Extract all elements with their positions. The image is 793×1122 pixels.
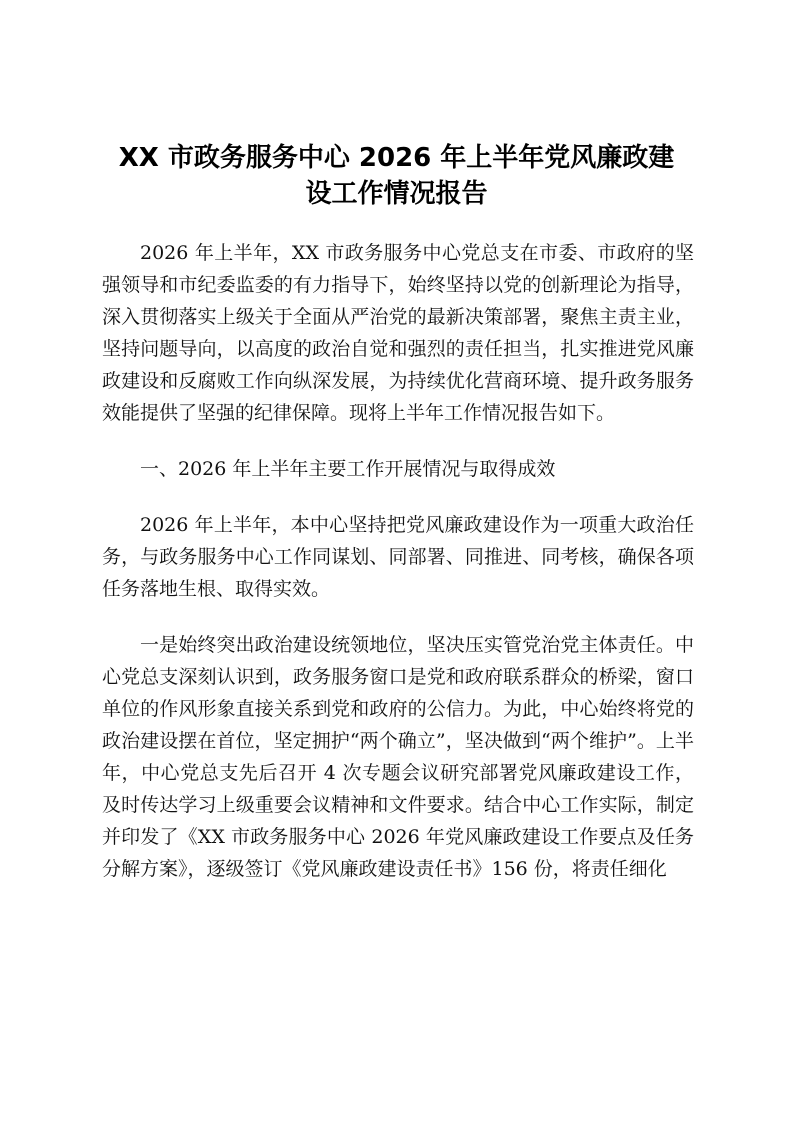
document-body xyxy=(102,237,694,909)
intro-paragraph: 2026 年上半年，XX 市政务服务中心党总支在市委、市政府的坚强领导和市纪委监委的有力指导下，始终坚持以党的创新理论为指导，深入贯彻落实上级关于全面从严治党的最新决策部署，聚焦主责主业，坚持问题导向，以高度的政治自觉和强烈的责任担当，扎实推进党风廉政建设和反腐败工作向纵深发展，为持续优化营商环境、提升政务服务效能提供了坚强的纪律保障。现将上半年工作情况报告如下。 xyxy=(102,242,694,424)
point-one-paragraph: 一是始终突出政治建设统领地位，坚决压实管党治党主体责任。中心党总支深刻认识到，政务服务窗口是党和政府联系群众的桥梁，窗口单位的作风形象直接关系到党和政府的公信力。为此，中心始终将党的政治建设摆在首位，坚定拥护“两个确立”，坚决做到“两个维护”。上半年，中心党总支先后召开 4 次专题会议研究部署党风廉政建设工作，及时传达学习上级重要会议精神和文件要求。结合中心工作实际，制定并印发了《XX 市政务服务中心 2026 年党风廉政建设工作要点及任务分解方案》，逐级签订《党风廉政建设责任书》156 份，将责任细化 xyxy=(102,634,694,880)
title-line-2: 设工作情况报告 xyxy=(305,179,488,209)
document-title xyxy=(100,140,693,212)
section-heading: 一、2026 年上半年主要工作开展情况与取得成效 xyxy=(140,458,556,480)
title-line-1: XX 市政务服务中心 2026 年上半年党风廉政建 xyxy=(118,143,675,173)
section-summary-paragraph: 2026 年上半年，本中心坚持把党风廉政建设作为一项重大政治任务，与政务服务中心工作同谋划、同部署、同推进、同考核，确保各项任务落地生根、取得实效。 xyxy=(102,514,694,600)
